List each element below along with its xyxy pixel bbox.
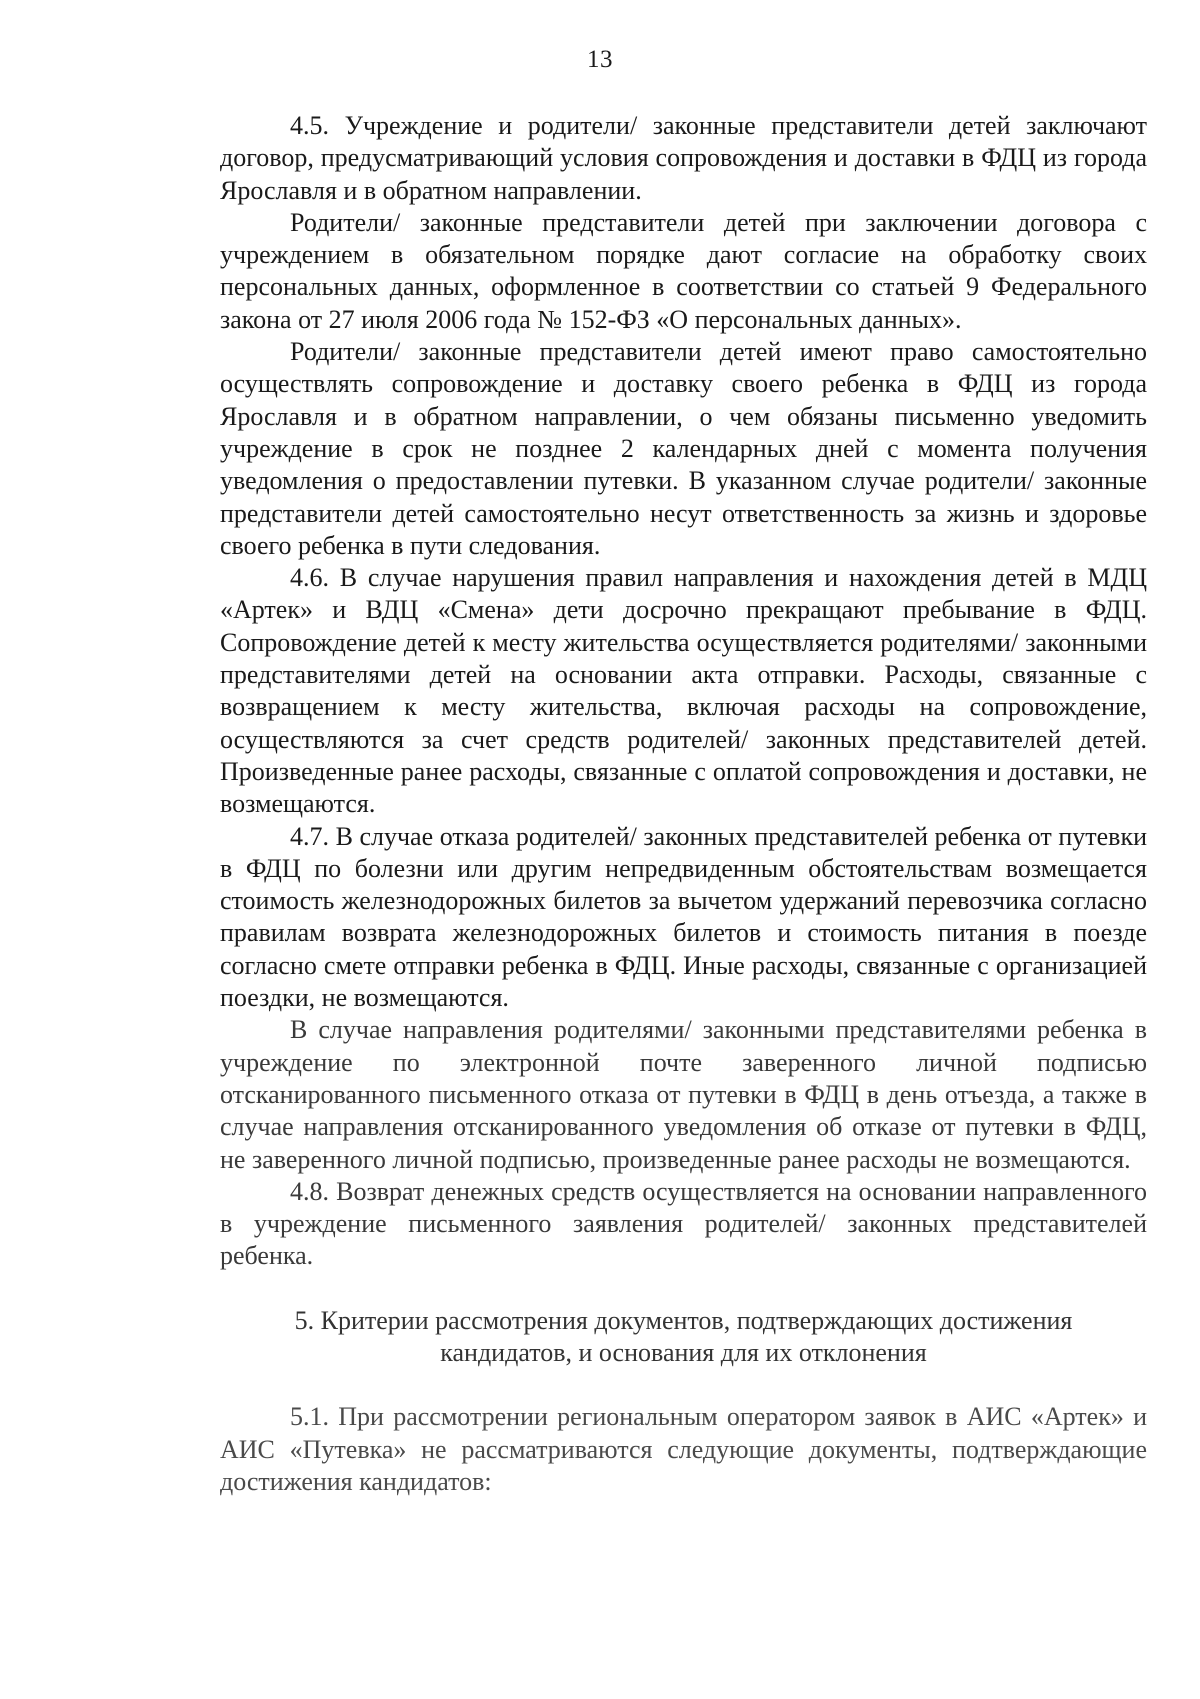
paragraph-4-5: 4.5. Учреждение и родители/ законные представители детей заключают договор, предусматривающий условия сопровождения и доставки в ФДЦ из города Ярославля и в обратном направлении. (220, 111, 1147, 205)
paragraph-4-8: 4.8. Возврат денежных средств осуществляется на основании направленного в учреждение письменного заявления родителей/ законных представителей ребенка. (220, 1176, 1147, 1271)
page-number: 13 (587, 46, 613, 73)
paragraph-5-1: 5.1. При рассмотрении региональным оператором заявок в АИС «Артек» и АИС «Путевка» не рассматриваются следующие документы, подтверждающие достижения кандидатов: (220, 1402, 1147, 1496)
paragraph-consent: Родители/ законные представители детей при заключении договора с учреждением в обязательном порядке дают согласие на обработку своих персональных данных, оформленное в соответствии со статьей 9 Федерального закона от 27 июля 2006 года № 152-ФЗ «О персональных данных». (220, 207, 1147, 334)
paragraph-4-7: 4.7. В случае отказа родителей/ законных представителей ребенка от путевки в ФДЦ по болезни или другим непредвиденным обстоятельствам возмещается стоимость железнодорожных билетов за вычетом удержаний перевозчика согласно правилам возврата железнодорожных билетов и стоимость питания в поезде согласно смете отправки ребенка в ФДЦ. Иные расходы, связанные с организацией поездки, не возмещаются. (220, 821, 1147, 1013)
paragraph-email-refusal: В случае направления родителями/ законными представителями ребенка в учреждение по электронной почте заверенного личной подписью отсканированного письменного отказа от путевки в ФДЦ в день отъезда, а также в случае направления отсканированного уведомления об отказе от путевки в ФДЦ, не заверенного личной подписью, произведенные ранее расходы не возмещаются. (220, 1015, 1147, 1174)
paragraph-4-6: 4.6. В случае нарушения правил направления и нахождения детей в МДЦ «Артек» и ВДЦ «Смена» дети досрочно прекращают пребывание в ФДЦ. Сопровождение детей к месту жительства осуществляется родителями/ законными представителями детей на основании акта отправки. Расходы, связанные с возвращением к месту жительства, включая расходы на сопровождение, осуществляются за счет средств родителей/ законных представителей детей. Произведенные ранее расходы, связанные с оплатой сопровождения и доставки, не возмещаются. (220, 563, 1147, 819)
section-heading: 5. Критерии рассмотрения документов, подтверждающих достижения кандидатов, и основания для их отклонения (294, 1305, 1073, 1367)
document-body (220, 110, 1147, 1498)
paragraph-self-escort: Родители/ законные представители детей имеют право самостоятельно осуществлять сопровождение и доставку своего ребенка в ФДЦ из города Ярославля и в обратном направлении, о чем обязаны письменно уведомить учреждение в срок не позднее 2 календарных дней с момента получения уведомления о предоставлении путевки. В указанном случае родители/ законные представители детей самостоятельно несут ответственность за жизнь и здоровье своего ребенка в пути следования. (220, 337, 1147, 560)
